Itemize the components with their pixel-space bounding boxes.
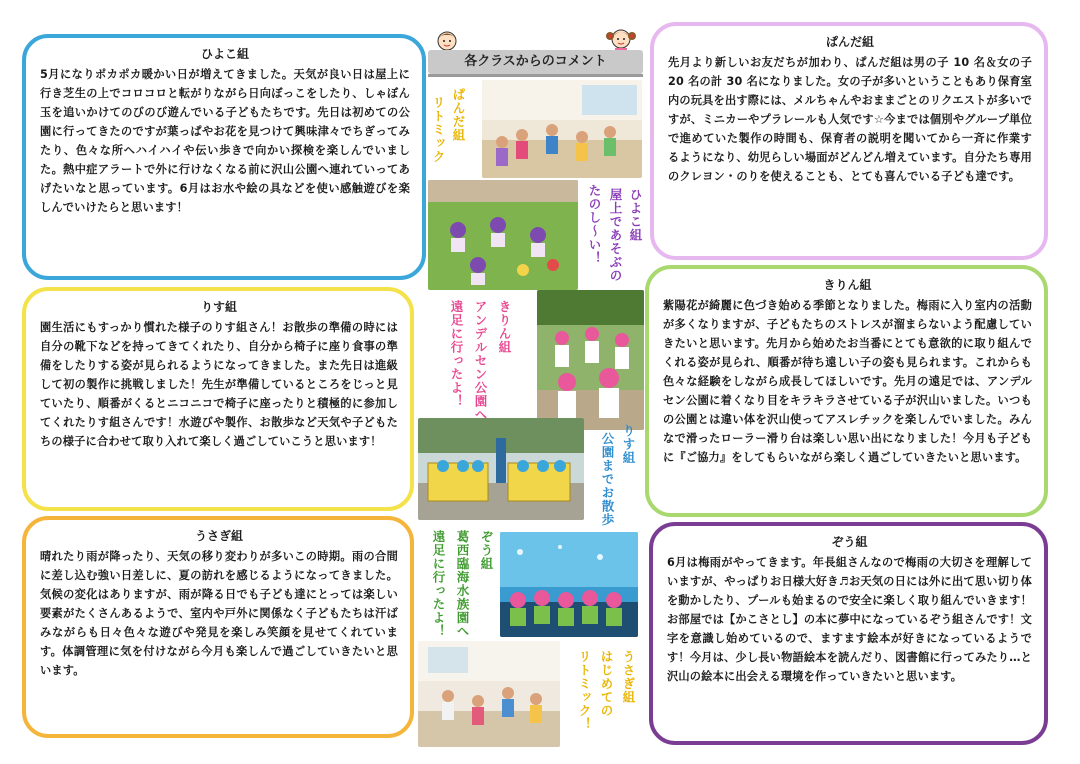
zou-class-box (649, 522, 1048, 745)
caption-usagi-b: はじめての (599, 650, 614, 718)
page-title: 各クラスからのコメント (428, 50, 643, 74)
caption-zou-a: ぞう組 (479, 530, 494, 571)
zou-class-body: 6月は梅雨がやってきます。年長組さんなので梅雨の大切さを理解していますが、やっぱりお日様大好き♬お天気の日には外に出て思い切り体を動かしたり、プールも始まるので安全に楽しく取り組んでいきます！お部屋では【かこさとし】の本に夢中になっているぞう組さんです！文字を意識し始めているので、ますます絵本が好きになっているようです！今月は、少し長い物語絵本を読んだり、図書館に行ってみたり…と沢山の絵本に出会える環境を作っていきたいと思います。 (667, 556, 1032, 683)
hiyoko-class-body: 5月になりポカポカ暖かい日が増えてきました。天気が良い日は屋上に行き芝生の上でコロコロと転がりながら日向ぼっこをしたり、しゃぼん玉を追いかけてのびのび遊んでいる子どもたちです。先日は初めての公園に行ってきたのですが葉っぱやお花を見つけて興味津々でちぎってみたり、色々な所へハイハイや伝い歩きで向かい探検を楽しんでいました。熱中症アラートで外に行けなくなる前に沢山公園へ連れていってあげたいなと思っています。6月はお水や絵の具などを使い感触遊びを楽しんでいけたらと思います！ (40, 68, 410, 214)
caption-risu-a: りす組 (621, 424, 636, 465)
caption-hiyoko-c: たのし～い！ (587, 184, 602, 265)
usagi-class-title: うさぎ組 (194, 529, 243, 543)
caption-hiyoko-a: ひよこ組 (628, 188, 643, 242)
usagi-class-box (22, 516, 414, 738)
kirin-class-box (645, 265, 1048, 517)
zou-class-title: ぞう組 (831, 535, 868, 549)
hiyoko-class-title: ひよこ組 (200, 47, 249, 61)
caption-zou-c: 遠足に行ったよ！ (431, 530, 446, 638)
caption-kirin-b: アンデルセン公園へ (473, 300, 488, 422)
kirin-class-title: きりん組 (823, 278, 872, 292)
photo-hiyoko-rooftop (428, 180, 578, 290)
caption-hiyoko-b: 屋上であそぶの (608, 188, 623, 283)
panda-class-title: ぱんだ組 (825, 35, 874, 49)
panda-class-box (650, 22, 1048, 260)
usagi-class-body: 晴れたり雨が降ったり、天気の移り変わりが多いこの時期。雨の合間に差し込む強い日差しに、夏の訪れを感じるようになってきました。気候の変化はありますが、雨が降る日でも子ども達にとっては楽しい要素がたくさんあるようで、室内や戸外に関係なく子どもたちは汗ばみながらも日々色々な遊びや発見を楽しみ笑顔を見せてくれています。体調管理に気を付けながら今月も楽しんで過ごしていきたいと思います。 (40, 550, 398, 677)
photo-usagi-rhythmic (418, 641, 560, 747)
risu-class-box (22, 287, 414, 511)
caption-kirin-a: きりん組 (497, 300, 512, 354)
risu-class-title: りす組 (200, 300, 237, 314)
photo-panda-rhythmic (482, 80, 642, 178)
panda-class-body: 先月より新しいお友だちが加わり、ぱんだ組は男の子 10 名＆女の子 20 名の計 30 名になりました。女の子が多いということもあり保育室内の玩具を出す際には、メルちゃんやおままごとのリクエストが多いですが、ミニカーやプラレールも人気です☆今までは個別やグループ単位で進めていた製作の時間も、保育者の説明を聞いてから一斉に作業するようになり、幼児らしい場面がどんどん増えています。自分たち専用のクレヨン・のりを使えることも、とても喜んでいる子ども達です。 (668, 56, 1032, 183)
caption-panda-a: ぱんだ組 (451, 88, 466, 142)
caption-zou-b: 葛西臨海水族園へ (455, 530, 470, 638)
risu-class-body: 園生活にもすっかり慣れた様子のりす組さん！お散歩の準備の時には自分の靴下などを持ってきてくれたり、自分から椅子に座り食事の準備をしたりする姿が見られるようになってきました。また先日は進級して初の製作に挑戦しました！先生が準備しているところをじっと見ていたり、順番がくるとニコニコで椅子に座ったりと積極的に参加してくれたりす組さんです！水遊びや製作、お散歩など天気や子どもたちの様子に合わせて取り入れて楽しく過ごしていこうと思います！ (40, 321, 398, 448)
caption-usagi-a: うさぎ組 (621, 650, 636, 704)
title-divider (428, 74, 643, 77)
photo-zou-aquarium (500, 532, 638, 637)
caption-kirin-c: 遠足に行ったよ！ (449, 300, 464, 408)
caption-panda-b: リトミック (431, 96, 446, 164)
caption-usagi-c: リトミック！ (577, 650, 592, 731)
photo-risu-walk (418, 418, 584, 520)
photo-kirin-park (537, 290, 644, 430)
hiyoko-class-box (22, 34, 426, 280)
caption-risu-b: 公園までお散歩 (600, 432, 615, 527)
kirin-class-body: 紫陽花が綺麗に色づき始める季節となりました。梅雨に入り室内の活動が多くなりますが、子どもたちのストレスが溜まらないよう配慮していきたいと思います。先月から始めたお当番にとても意欲的に取り組んでくれる姿が見られ、順番が待ち遠しい子の姿も見られます。これからも色々な経験をしながら成長してほしいです。先月の遠足では、アンデルセン公園に着くなり目をキラキラさせている子が沢山いました。いつもの公園とは違い体を沢山使ってアスレチックを楽しんでいました。みんなで滑ったローラー滑り台は楽しい思い出になりました！今月も子どもに『ご協力』をしてもらいながら楽しく過ごしていきたいと思います。 (663, 299, 1032, 464)
